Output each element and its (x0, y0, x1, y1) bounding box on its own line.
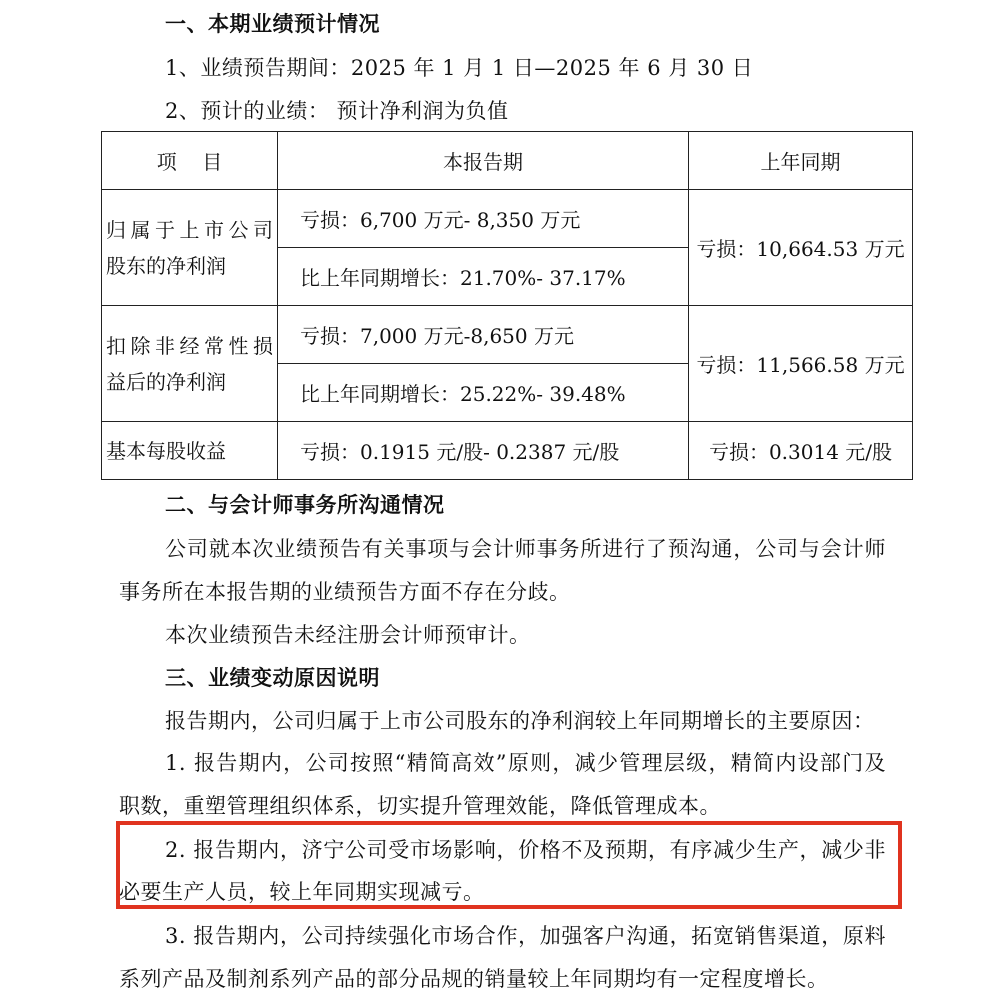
section3-heading: 三、业绩变动原因说明 (165, 665, 380, 690)
row-item-deducted-profit (102, 306, 278, 422)
table-header-row (102, 132, 913, 190)
table-header-current: 本报告期 (278, 132, 689, 190)
row-item-eps: 基本每股收益 (102, 422, 278, 480)
table-header-last-year: 上年同期 (689, 132, 913, 190)
deducted-profit-current-growth: 比上年同期增长：25.22%- 39.48% (278, 364, 689, 422)
table-header-item: 项 目 (102, 132, 278, 190)
section2-heading: 二、与会计师事务所沟通情况 (165, 492, 445, 517)
reason3-line1: 3. 报告期内，公司持续强化市场合作，加强客户沟通，拓宽销售渠道，原料 (165, 924, 886, 948)
section3-intro: 报告期内，公司归属于上市公司股东的净利润较上年同期增长的主要原因： (165, 709, 875, 733)
eps-current: 亏损：0.1915 元/股- 0.2387 元/股 (278, 422, 689, 480)
forecast-table (101, 131, 913, 480)
reason2-line2: 必要生产人员，较上年同期实现减亏。 (119, 880, 485, 904)
reason3-line2: 系列产品及制剂系列产品的部分品规的销量较上年同期均有一定程度增长。 (119, 967, 829, 991)
section1-heading: 一、本期业绩预计情况 (165, 11, 380, 36)
net-profit-current-loss: 亏损：6,700 万元- 8,350 万元 (278, 190, 689, 248)
deducted-profit-last-year: 亏损：11,566.58 万元 (689, 306, 913, 422)
section2-audit-note: 本次业绩预告未经注册会计师预审计。 (165, 623, 531, 647)
reason2-line1: 2. 报告期内，济宁公司受市场影响，价格不及预期，有序减少生产，减少非 (165, 838, 886, 862)
net-profit-current-growth: 比上年同期增长：21.70%- 37.17% (278, 248, 689, 306)
section2-paragraph-line2: 事务所在本报告期的业绩预告方面不存在分歧。 (119, 580, 571, 604)
eps-last-year: 亏损：0.3014 元/股 (689, 422, 913, 480)
table-row (102, 306, 913, 364)
table-row (102, 190, 913, 248)
deducted-profit-current-loss: 亏损：7,000 万元-8,650 万元 (278, 306, 689, 364)
table-row (102, 422, 913, 480)
section2-paragraph-line1: 公司就本次业绩预告有关事项与会计师事务所进行了预沟通，公司与会计师 (165, 537, 886, 561)
row-item-label-line1: 扣除非经常性损 (106, 333, 273, 358)
reason1-line1: 1. 报告期内，公司按照“精简高效”原则，减少管理层级，精简内设部门及 (165, 751, 886, 775)
row-item-label-line1: 归属于上市公司 (106, 217, 273, 242)
row-item-label-line2: 股东的净利润 (106, 253, 226, 278)
row-item-label-line2: 益后的净利润 (106, 369, 226, 394)
forecast-period: 1、业绩预告期间：2025 年 1 月 1 日—2025 年 6 月 30 日 (165, 56, 754, 80)
row-item-net-profit (102, 190, 278, 306)
net-profit-last-year: 亏损：10,664.53 万元 (689, 190, 913, 306)
reason1-line2: 职数，重塑管理组织体系，切实提升管理效能，降低管理成本。 (119, 794, 721, 818)
forecast-result: 2、预计的业绩： 预计净利润为负值 (165, 99, 509, 123)
